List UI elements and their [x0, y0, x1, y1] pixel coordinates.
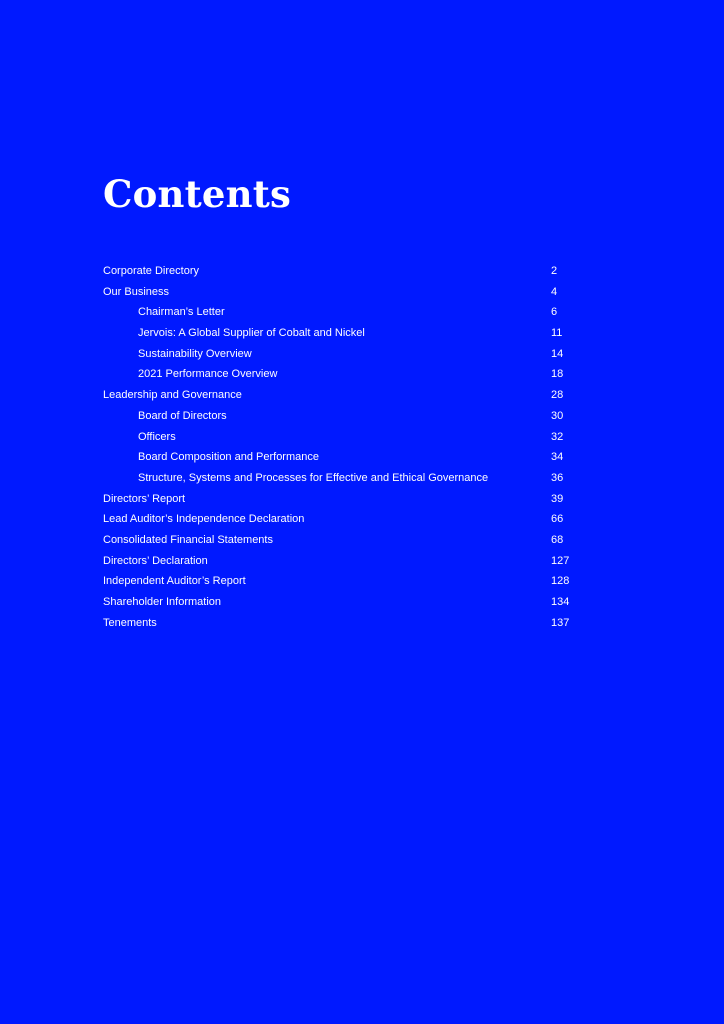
toc-entry-page-number: 2: [551, 265, 558, 277]
toc-entry-label: Board Composition and Performance: [138, 451, 319, 464]
toc-entry-label: Board of Directors: [138, 409, 227, 422]
toc-entry-page-number: 137: [551, 616, 570, 629]
toc-entry-page-number: 128: [551, 575, 570, 588]
toc-entry-label: Corporate Directory: [103, 265, 199, 277]
toc-entry-page-number: 36: [551, 471, 564, 484]
toc-entry-page-number: 14: [551, 347, 564, 360]
toc-entry-page-number: 18: [551, 368, 564, 381]
toc-entry-page-number: 66: [551, 513, 564, 526]
toc-entry-page-number: 68: [551, 533, 564, 546]
toc-entry-label: Lead Auditor’s Independence Declaration: [103, 513, 305, 526]
toc-subentry[interactable]: [103, 406, 583, 427]
toc-entry-page-number: 28: [551, 389, 564, 402]
toc-entry[interactable]: [103, 613, 583, 634]
toc-entry[interactable]: [103, 261, 583, 282]
toc-subentry[interactable]: [103, 364, 583, 385]
toc-subentry[interactable]: [103, 302, 583, 323]
toc-entry-label: Shareholder Information: [103, 596, 222, 608]
toc-entry-label: Officers: [138, 430, 176, 443]
toc-entry-label: Jervois: A Global Supplier of Cobalt and Nickel: [138, 327, 365, 340]
toc-entry[interactable]: [103, 489, 583, 510]
toc-subentry[interactable]: [103, 323, 583, 344]
toc-entry-label: Tenements: [103, 616, 157, 629]
toc-entry-label: Structure, Systems and Processes for Effective and Ethical Governance: [138, 471, 489, 484]
toc-entry-label: Leadership and Governance: [103, 389, 242, 402]
toc-subentry[interactable]: [103, 468, 583, 489]
toc-entry-page-number: 30: [551, 409, 564, 422]
toc-entry-page-number: 39: [551, 492, 564, 505]
toc-entry[interactable]: [103, 282, 583, 303]
toc-entry-page-number: 134: [551, 596, 570, 608]
toc-entry-label: Independent Auditor’s Report: [103, 575, 246, 588]
toc-entry-label: Directors’ Declaration: [103, 554, 208, 567]
toc-entry[interactable]: [103, 385, 583, 406]
toc-entry[interactable]: [103, 551, 583, 572]
toc-entry-label: Directors’ Report: [103, 492, 186, 505]
toc-entry-label: 2021 Performance Overview: [138, 368, 278, 381]
table-of-contents: [103, 261, 583, 633]
toc-entry-page-number: 4: [551, 285, 558, 298]
toc-entry-page-number: 6: [551, 306, 558, 319]
toc-subentry[interactable]: [103, 427, 583, 448]
toc-subentry[interactable]: [103, 344, 583, 365]
toc-entry[interactable]: [103, 571, 583, 592]
page-title: Contents: [103, 172, 292, 216]
toc-entry-label: Our Business: [103, 285, 170, 298]
toc-entry-page-number: 32: [551, 430, 564, 443]
toc-entry-label: Sustainability Overview: [138, 347, 252, 360]
toc-subentry[interactable]: [103, 447, 583, 468]
toc-entry-page-number: 34: [551, 451, 564, 464]
toc-entry-page-number: 11: [551, 327, 563, 340]
toc-entry[interactable]: [103, 592, 583, 613]
toc-entry-page-number: 127: [551, 554, 570, 567]
toc-entry[interactable]: [103, 530, 583, 551]
toc-entry[interactable]: [103, 509, 583, 530]
toc-entry-label: Chairman’s Letter: [138, 306, 225, 319]
toc-entry-label: Consolidated Financial Statements: [103, 533, 273, 546]
